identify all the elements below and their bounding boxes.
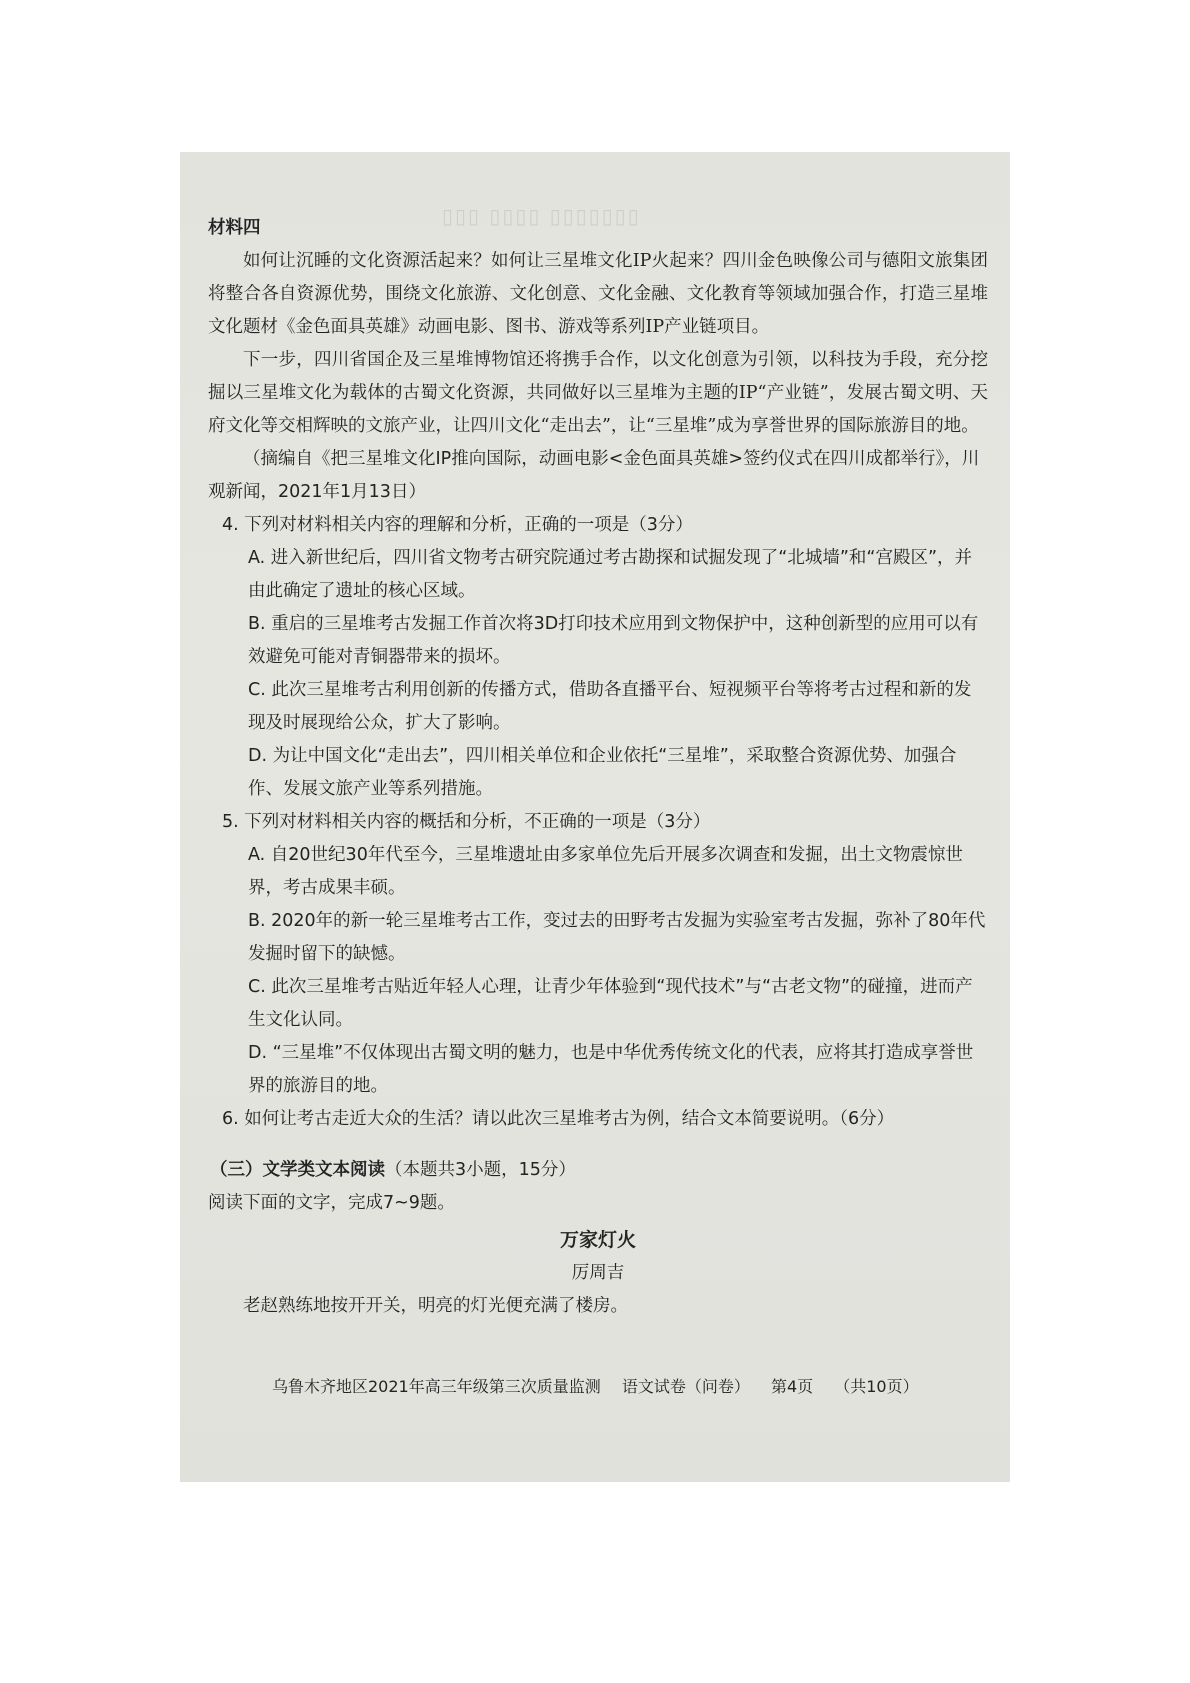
material-paragraph-2: 下一步，四川省国企及三星堆博物馆还将携手合作，以文化创意为引领，以科技为手段，充分挖掘以三星堆文化为载体的古蜀文化资源，共同做好以三星堆为主题的IP“产业链”，发展古蜀文明、天府文化等交相辉映的文旅产业，让四川文化“走出去”，让“三星堆”成为享誉世界的国际旅游目的地。 <box>208 350 988 436</box>
story-first-line: 老赵熟练地按开开关，明亮的灯光便充满了楼房。 <box>243 1296 628 1316</box>
question-5-option-d: D. “三星堆”不仅体现出古蜀文明的魅力，也是中华优秀传统文化的代表，应将其打造成享誉世界的旅游目的地。 <box>248 1043 974 1096</box>
material-paragraph-1: 如何让沉睡的文化资源活起来？如何让三星堆文化IP火起来？四川金色映像公司与德阳文旅集团将整合各自资源优势，围绕文化旅游、文化创意、文化金融、文化教育等领域加强合作，打造三星堆文化题材《金色面具英雄》动画电影、图书、游戏等系列IP产业链项目。 <box>208 251 988 337</box>
footer-page-number: 第4页 <box>770 1377 814 1396</box>
part-3-heading <box>208 1154 988 1187</box>
part-3-title: （三）文学类文本阅读 <box>210 1160 385 1180</box>
footer-subject: 语文试卷（问卷） <box>621 1377 750 1396</box>
question-6-stem: 6. 如何让考古走近大众的生活？请以此次三星堆考古为例，结合文本简要说明。（6分） <box>222 1109 895 1129</box>
exam-page-content <box>208 212 988 1323</box>
scanned-exam-photo <box>180 152 1010 1482</box>
question-4-option-c: C. 此次三星堆考古利用创新的传播方式，借助各直播平台、短视频平台等将考古过程和新的发现及时展现给公众，扩大了影响。 <box>248 680 972 733</box>
story-title: 万家灯火 <box>559 1229 636 1251</box>
question-4-option-b: B. 重启的三星堆考古发掘工作首次将3D打印技术应用到文物保护中，这种创新型的应用可以有效避免可能对青铜器带来的损坏。 <box>248 614 979 667</box>
question-4-option-a: A. 进入新世纪后，四川省文物考古研究院通过考古勘探和试掘发现了“北城墙”和“宫殿区”，并由此确定了遗址的核心区域。 <box>248 548 973 601</box>
story-author: 厉周吉 <box>571 1263 625 1283</box>
part-3-note: （本题共3小题，15分） <box>385 1160 576 1180</box>
question-4-option-d: D. 为让中国文化“走出去”，四川相关单位和企业依托“三星堆”，采取整合资源优势、加强合作、发展文旅产业等系列措施。 <box>248 746 957 799</box>
footer-total-pages: （共10页） <box>834 1377 919 1396</box>
bleed-through-shadow: ▯▯▯▯▯▯▯ ▯▯▯▯ ▯▯▯ <box>440 204 639 228</box>
question-5-option-a: A. 自20世纪30年代至今，三星堆遗址由多家单位先后开展多次调查和发掘，出土文物震惊世界，考古成果丰硕。 <box>248 845 963 898</box>
material-source: （摘编自《把三星堆文化IP推向国际，动画电影<金色面具英雄>签约仪式在四川成都举行》，川观新闻，2021年1月13日） <box>208 449 980 502</box>
question-5-option-c: C. 此次三星堆考古贴近年轻人心理，让青少年体验到“现代技术”与“古老文物”的碰撞，进而产生文化认同。 <box>248 977 973 1030</box>
page-footer <box>272 1374 935 1397</box>
question-4-stem: 4. 下列对材料相关内容的理解和分析，正确的一项是（3分） <box>222 515 693 535</box>
question-5-option-b: B. 2020年的新一轮三星堆考古工作，变过去的田野考古发掘为实验室考古发掘，弥补了80年代发掘时留下的缺憾。 <box>248 911 986 964</box>
part-3-instruction: 阅读下面的文字，完成7~9题。 <box>208 1193 455 1213</box>
footer-exam-name: 乌鲁木齐地区2021年高三年级第三次质量监测 <box>272 1377 601 1396</box>
question-5-stem: 5. 下列对材料相关内容的概括和分析，不正确的一项是（3分） <box>222 812 711 832</box>
material-label: 材料四 <box>208 218 261 238</box>
